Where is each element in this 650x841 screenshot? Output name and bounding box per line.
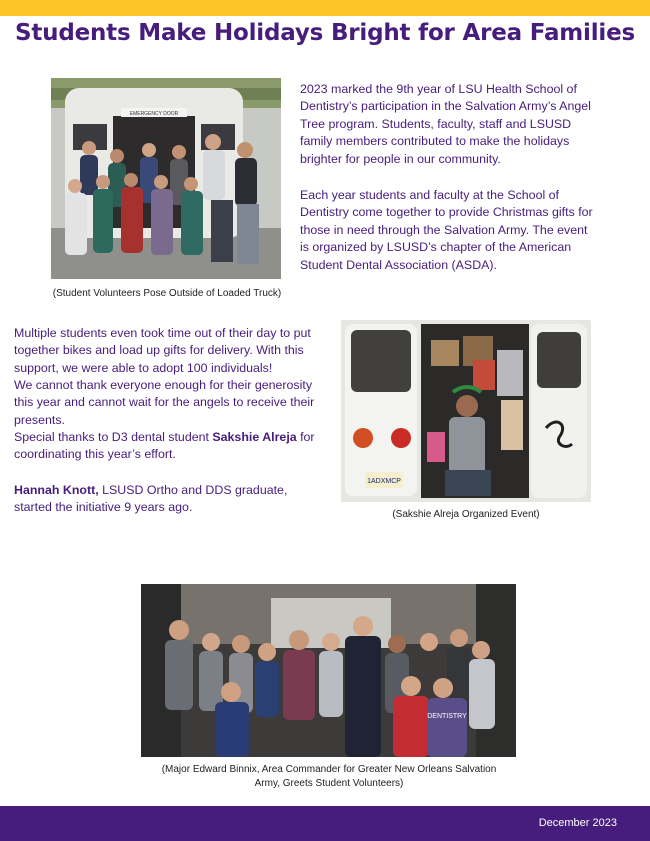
dentistry-shirt-text: DENTISTRY bbox=[427, 713, 467, 720]
license-plate-text: 1ADXMCP bbox=[367, 478, 401, 485]
truck-group-photo bbox=[51, 78, 281, 279]
founder-paragraph bbox=[14, 482, 314, 517]
truck-group-caption: (Student Volunteers Pose Outside of Loaded Truck) bbox=[52, 288, 282, 299]
major-caption-line-2: Army, Greets Student Volunteers) bbox=[254, 778, 404, 789]
intro-paragraph: 2023 marked the 9th year of LSU Health School of Dentistry’s participation in the Salvation Army’s Angel Tree program. Students, faculty, staff and LSUSD family members contributed to make the holidays brighter for people in our community. bbox=[300, 82, 591, 166]
sakshie-photo bbox=[341, 320, 591, 502]
founder-name: Hannah Knott, bbox=[14, 483, 99, 497]
footer-date: December 2023 bbox=[538, 817, 617, 829]
major-group-caption bbox=[120, 763, 538, 791]
founder-text: LSUSD Ortho and DDS graduate, started the initiative 9 years ago. bbox=[14, 483, 288, 515]
footer-bar bbox=[0, 806, 650, 841]
organized-paragraph: Each year students and faculty at the School of Dentistry come together to provide Christmas gifts for those in need through the Salvation Army. The event is organized by LSUSD’s chapter of the American Student Dental Association (ASDA). bbox=[300, 188, 593, 272]
major-group-photo bbox=[141, 584, 516, 757]
major-caption-line-1: (Major Edward Binnix, Area Commander for Greater New Orleans Salvation bbox=[161, 764, 497, 775]
special-thanks-paragraph bbox=[14, 429, 334, 464]
emergency-door-sign: EMERGENCY DOOR bbox=[129, 111, 179, 117]
page-title: Students Make Holidays Bright for Area Families bbox=[15, 20, 635, 46]
special-thanks-post: for coordinating this year’s effort. bbox=[14, 430, 315, 462]
thanks-paragraph: We cannot thank everyone enough for their generosity this year and cannot wait for the angels to receive their presents. bbox=[14, 378, 315, 427]
special-thanks-name: Sakshie Alreja bbox=[212, 430, 297, 444]
sakshie-caption: (Sakshie Alreja Organized Event) bbox=[392, 509, 540, 520]
special-thanks-pre: Special thanks to D3 dental student bbox=[14, 430, 213, 444]
top-accent-bar bbox=[0, 0, 650, 16]
bikes-paragraph: Multiple students even took time out of their day to put together bikes and load up gifts for delivery. With this support, we were able to adopt 100 individuals! bbox=[14, 326, 311, 375]
